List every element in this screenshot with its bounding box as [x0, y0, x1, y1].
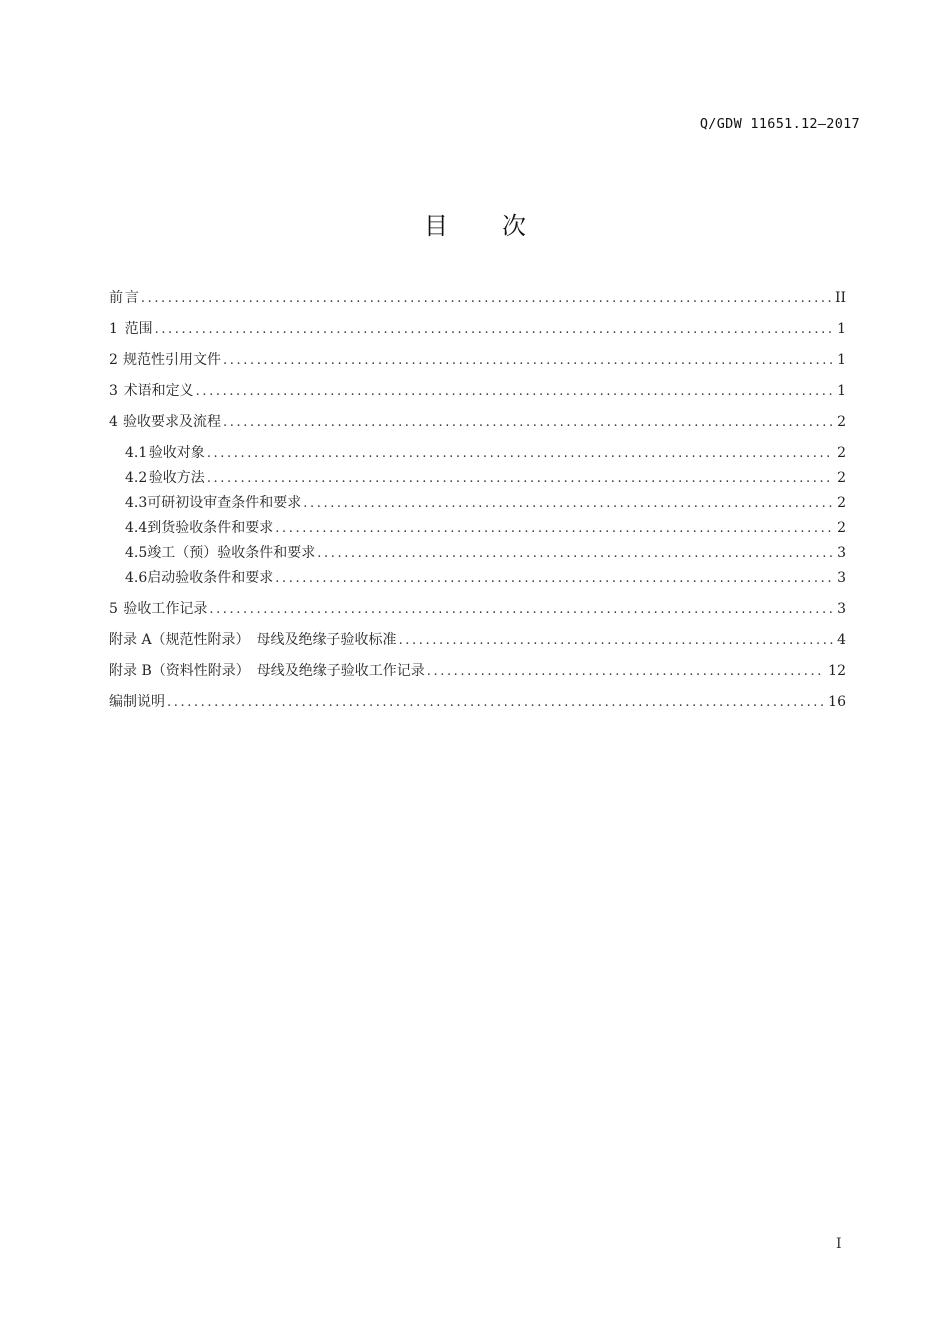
toc-entry-label: 术语和定义: [123, 383, 194, 399]
toc-title: [0, 206, 950, 241]
toc-entry-page: 3: [837, 545, 846, 561]
toc-entry-label: 启动验收条件和要求: [147, 570, 274, 586]
toc-entry-label: 验收要求及流程: [123, 414, 222, 430]
toc-entry-1[interactable]: [109, 319, 846, 339]
toc-entry-page: 2: [837, 520, 846, 536]
toc-entry-2[interactable]: [109, 350, 846, 370]
dot-leader: [275, 519, 833, 539]
toc-entry-number: 4.2: [125, 470, 148, 486]
toc-entry-page: II: [834, 290, 846, 306]
toc-entry-label: 附录 B（资料性附录） 母线及绝缘子验收工作记录: [109, 663, 425, 679]
toc-entry-3[interactable]: [109, 381, 846, 401]
dot-leader: [207, 444, 833, 464]
toc-entry-number: 4.4: [125, 520, 148, 536]
toc-entry-number: 前: [109, 290, 123, 306]
toc-entry-5[interactable]: [109, 599, 846, 619]
toc-entry-4-3[interactable]: [125, 493, 846, 513]
toc-entry-number: 1: [109, 321, 118, 337]
dot-leader: [155, 320, 833, 340]
toc-entry-appendix-a[interactable]: [109, 630, 846, 650]
dot-leader: [427, 662, 824, 682]
dot-leader: [223, 351, 833, 371]
toc-entry-page: 16: [828, 694, 846, 710]
dot-leader: [275, 569, 833, 589]
toc-entry-4[interactable]: [109, 412, 846, 432]
toc-entry-number: 5: [109, 601, 118, 617]
toc-entry-page: 1: [837, 383, 846, 399]
toc-entry-label: 可研初设审查条件和要求: [147, 495, 302, 511]
toc-entry-number: 4.1: [125, 445, 148, 461]
toc-entry-label: 验收对象: [148, 445, 205, 461]
dot-leader: [167, 693, 824, 713]
dot-leader: [207, 469, 833, 489]
toc-entry-label: 附录 A（规范性附录） 母线及绝缘子验收标准: [109, 632, 397, 648]
toc-entry-page: 1: [837, 321, 846, 337]
toc-entry-appendix-b[interactable]: [109, 661, 846, 681]
toc-entry-label: 验收工作记录: [123, 601, 208, 617]
dot-leader: [196, 382, 833, 402]
toc-entry-page: 3: [837, 601, 846, 617]
toc-entry-4-1[interactable]: [125, 443, 846, 463]
dot-leader: [223, 413, 833, 433]
page-number: I: [836, 1236, 842, 1252]
toc-entry-4-2[interactable]: [125, 468, 846, 488]
toc-entry-page: 1: [837, 352, 846, 368]
toc-entry-label: 范围: [124, 321, 153, 337]
toc-entry-label: 规范性引用文件: [123, 352, 222, 368]
document-code: Q/GDW 11651.12—2017: [699, 116, 860, 132]
dot-leader: [141, 289, 831, 309]
toc-entry-number: 2: [109, 352, 118, 368]
toc-entry-number: 3: [109, 383, 118, 399]
toc-entry-4-6[interactable]: [125, 568, 846, 588]
toc-entry-page: 12: [828, 663, 846, 679]
toc-entry-page: 2: [837, 445, 846, 461]
toc-entry-number: 4.6: [125, 570, 148, 586]
toc-entry-foreword[interactable]: [109, 288, 846, 308]
toc-entry-label: 到货验收条件和要求: [147, 520, 274, 536]
toc-entry-label: 竣工（预）验收条件和要求: [147, 545, 316, 561]
toc-title-char-1: 目: [424, 212, 448, 240]
dot-leader: [317, 544, 833, 564]
toc-entry-4-5[interactable]: [125, 543, 846, 563]
toc-entry-label: 编制说明: [109, 694, 165, 710]
toc-title-char-2: 次: [502, 212, 526, 240]
toc-entry-4-4[interactable]: [125, 518, 846, 538]
dot-leader: [209, 600, 833, 620]
dot-leader: [303, 494, 833, 514]
toc-entry-number: 4: [109, 414, 118, 430]
toc-entry-page: 2: [837, 495, 846, 511]
dot-leader: [399, 631, 834, 651]
toc-entry-page: 2: [837, 470, 846, 486]
toc-entry-number: 4.5: [125, 545, 148, 561]
toc-entry-page: 3: [837, 570, 846, 586]
toc-entry-compilation-notes[interactable]: [109, 692, 846, 712]
toc-entry-number: 4.3: [125, 495, 148, 511]
toc-entry-label: 验收方法: [148, 470, 205, 486]
toc-entry-label: 言: [124, 290, 139, 306]
toc-entry-page: 4: [837, 632, 846, 648]
toc-entry-page: 2: [837, 414, 846, 430]
